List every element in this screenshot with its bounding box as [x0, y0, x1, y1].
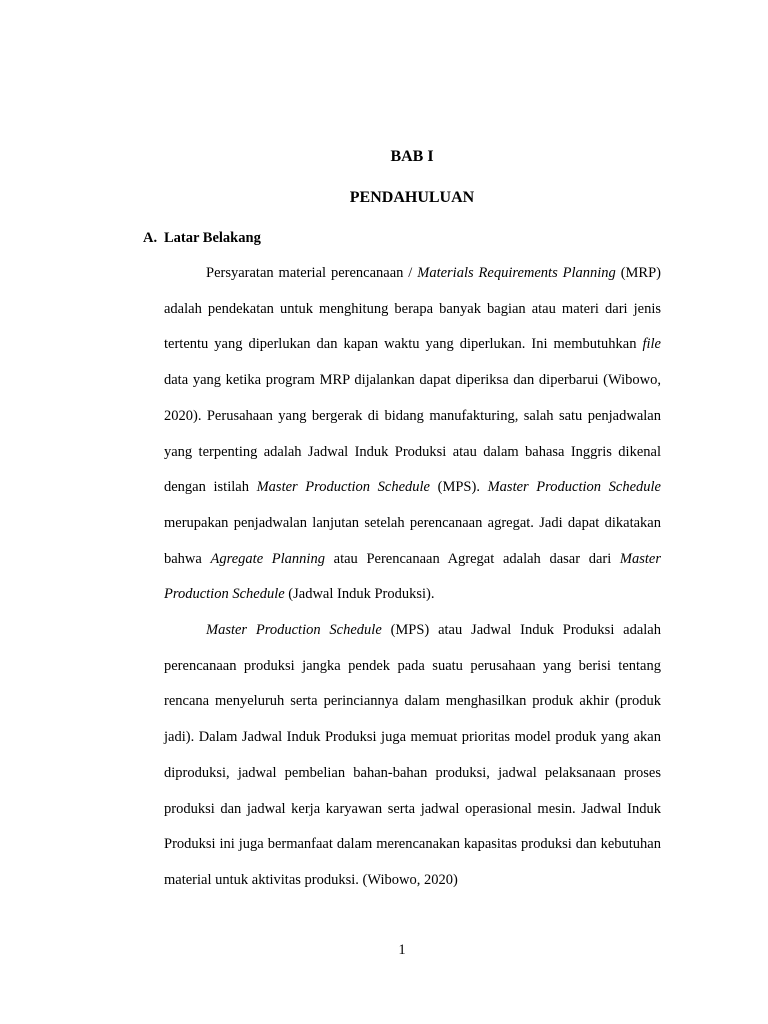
section-title: Latar Belakang [164, 230, 261, 246]
text-run: (MPS) atau Jadwal Induk Produksi adalah perencanaan produksi jangka pendek pada suatu perusahaan yang berisi tentang rencana menyeluruh serta perinciannya dalam menghasilkan produk akhir (produk jadi). Dalam Jadwal Induk Produksi juga memuat prioritas model produk yang akan diproduksi, jadwal pembelian bahan-bahan produksi, jadwal pelaksanaan proses produksi dan jadwal kerja karyawan serta jadwal operasional mesin. Jadwal Induk Produksi ini juga bermanfaat dalam merencanakan kapasitas produksi dan kebutuhan material untuk aktivitas produksi. (Wibowo, 2020) [164, 622, 661, 888]
chapter-title: PENDAHULUAN [349, 189, 475, 206]
text-run: (Jadwal Induk Produksi). [284, 586, 435, 603]
text-run: data yang ketika program MRP dijalankan dapat diperiksa dan diperbarui (Wibowo, 2020). Perusahaan yang bergerak di bidang manufakturing, salah satu penjadwalan yang terpenting adalah Jadwal Induk Produksi atau dalam bahasa Inggris dikenal dengan istilah [164, 372, 661, 496]
paragraph-1 [164, 256, 661, 613]
text-run: (MPS). [430, 479, 488, 496]
italic-term: Master Production Schedule [487, 479, 661, 496]
italic-term: file [642, 336, 661, 353]
italic-term: Master Production Schedule [256, 479, 430, 496]
page-number: 1 [398, 942, 406, 958]
text-run: atau Perencanaan Agregat adalah dasar dari [324, 550, 620, 567]
body-text [164, 256, 661, 899]
chapter-number: BAB I [390, 148, 434, 165]
paragraph-2 [164, 613, 661, 899]
section-heading [143, 230, 261, 247]
text-run: (MRP) adalah pendekatan untuk menghitung berapa banyak bagian atau materi dari jenis tertentu yang diperlukan dan kapan waktu yang diperlukan. Ini membutuhkan [164, 265, 661, 353]
section-letter: A. [143, 230, 158, 246]
italic-term: Master Production Schedule [164, 550, 662, 603]
text-run: Persyaratan material perencanaan / [206, 265, 418, 281]
italic-term: Master Production Schedule [206, 622, 382, 639]
italic-term: Materials Requirements Planning [417, 265, 616, 281]
text-run: merupakan penjadwalan lanjutan setelah perencanaan agregat. Jadi dapat dikatakan bahwa [164, 514, 661, 567]
italic-term: Agregate Planning [210, 550, 325, 567]
